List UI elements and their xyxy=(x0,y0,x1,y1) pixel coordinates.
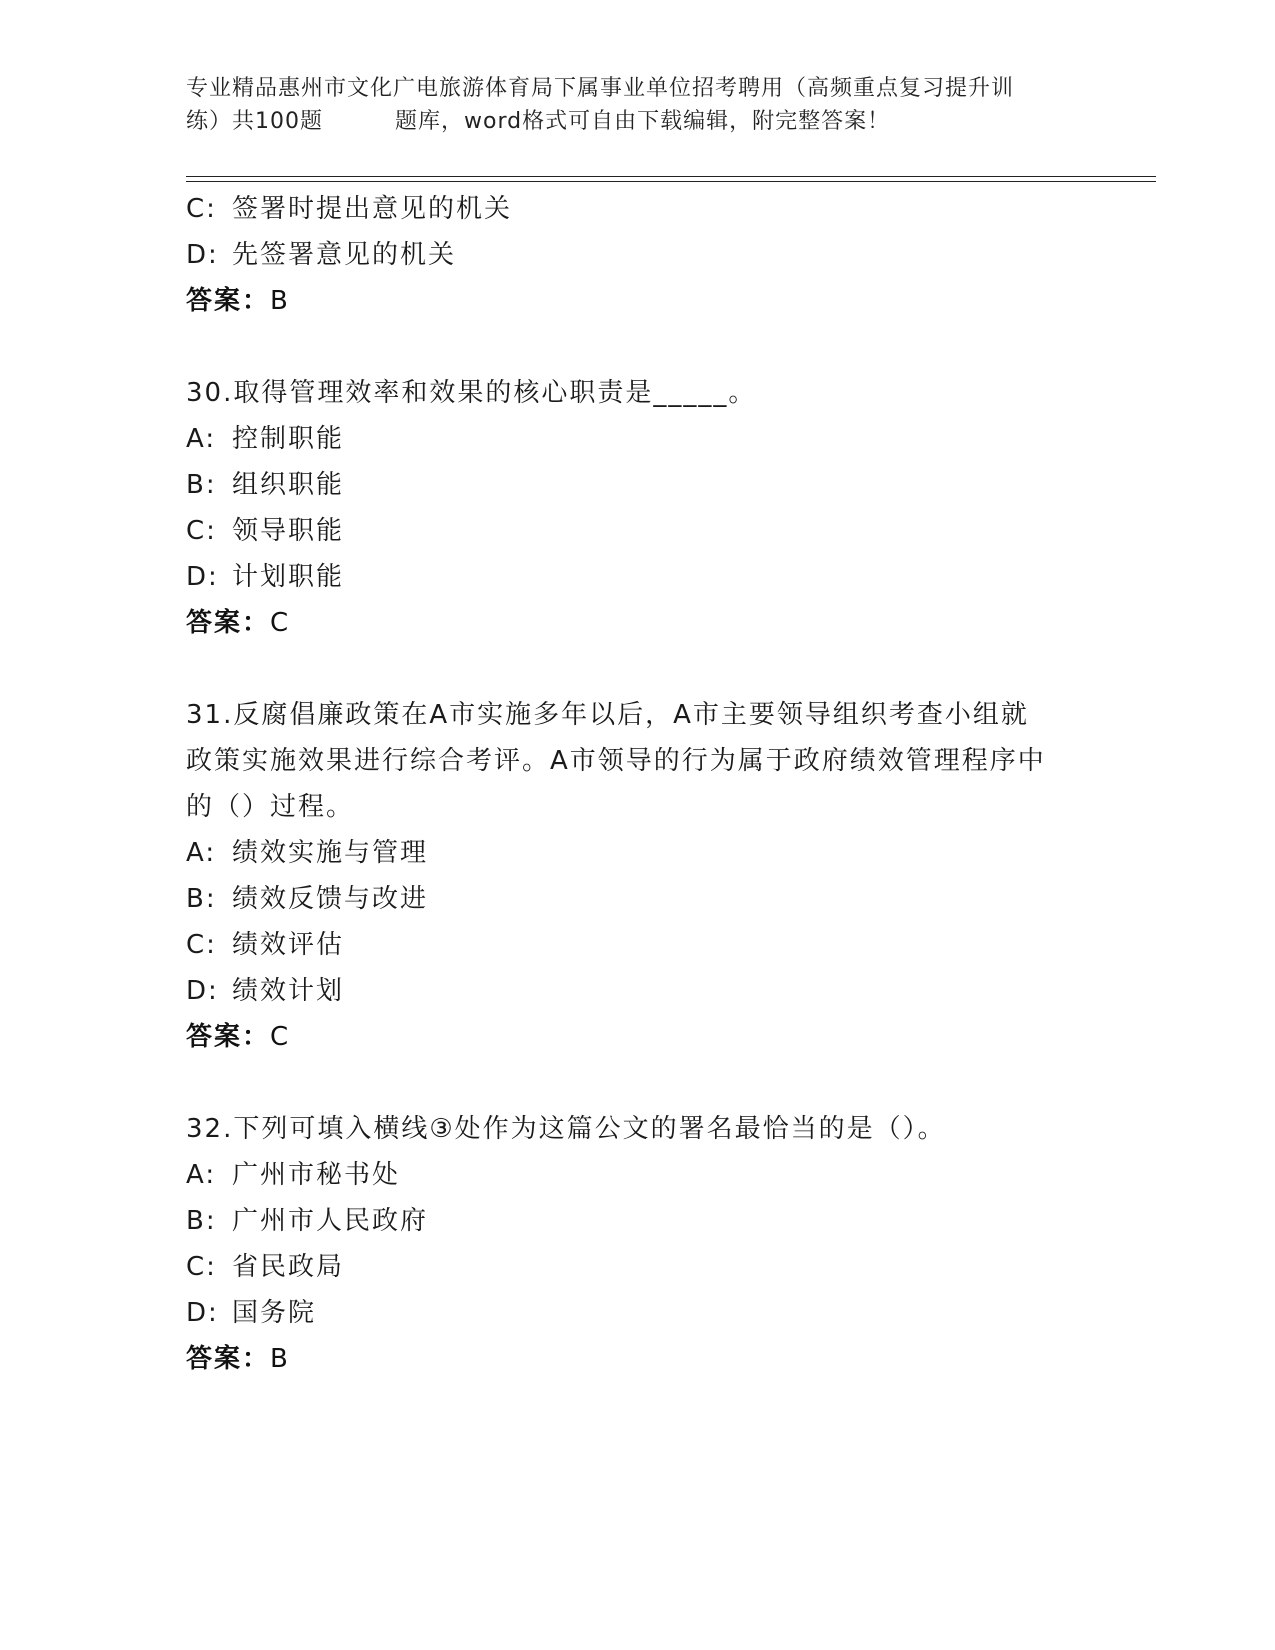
option xyxy=(186,554,1086,600)
option xyxy=(186,1152,1086,1198)
answer-label: 答案： xyxy=(186,608,271,638)
answer-line xyxy=(186,1014,1086,1060)
option xyxy=(186,1244,1086,1290)
header-line-2-part-b: 题库，word格式可自由下载编辑，附完整答案！ xyxy=(395,109,891,134)
option-text: 广州市人民政府 xyxy=(232,1206,429,1236)
option xyxy=(186,1290,1086,1336)
answer-label: 答案： xyxy=(186,286,271,316)
option-key: D: xyxy=(186,240,219,270)
option-text: 签署时提出意见的机关 xyxy=(232,194,513,224)
header-rule-top xyxy=(186,176,1156,177)
option-key: A: xyxy=(186,424,217,454)
answer-label: 答案： xyxy=(186,1344,271,1374)
header-line-1: 专业精品惠州市文化广电旅游体育局下属事业单位招考聘用（高频重点复习提升训 xyxy=(186,76,1015,101)
option xyxy=(186,186,1086,232)
option-text: 控制职能 xyxy=(232,424,345,454)
answer-line xyxy=(186,600,1086,646)
answer-value: B xyxy=(270,1344,290,1374)
option-key: B: xyxy=(186,1206,217,1236)
option-key: D: xyxy=(186,976,219,1006)
option-text: 绩效评估 xyxy=(232,930,345,960)
option-key: B: xyxy=(186,884,217,914)
header-rule-bottom xyxy=(186,181,1156,182)
option xyxy=(186,232,1086,278)
answer-value: B xyxy=(270,286,290,316)
header-line-2 xyxy=(186,105,1086,138)
option-key: A: xyxy=(186,1160,217,1190)
page-header xyxy=(186,72,1086,138)
option-key: D: xyxy=(186,562,219,592)
answer-value: C xyxy=(270,1022,291,1052)
question-stem xyxy=(186,692,1086,830)
option xyxy=(186,416,1086,462)
option-key: A: xyxy=(186,838,217,868)
answer-line xyxy=(186,1336,1086,1382)
option-key: C: xyxy=(186,1252,217,1282)
answer-line xyxy=(186,278,1086,324)
option xyxy=(186,1198,1086,1244)
question-32 xyxy=(186,1106,1086,1382)
option-key: B: xyxy=(186,470,217,500)
option-text: 广州市秘书处 xyxy=(232,1160,401,1190)
option xyxy=(186,922,1086,968)
option-text: 省民政局 xyxy=(232,1252,345,1282)
question-30 xyxy=(186,370,1086,646)
question-content xyxy=(186,186,1086,1382)
option xyxy=(186,876,1086,922)
question-stem-line: 31.反腐倡廉政策在A市实施多年以后，A市主要领导组织考查小组就 xyxy=(186,700,1029,730)
option xyxy=(186,508,1086,554)
option xyxy=(186,462,1086,508)
option-text: 组织职能 xyxy=(232,470,345,500)
option-text: 绩效计划 xyxy=(232,976,345,1006)
question-stem: 30.取得管理效率和效果的核心职责是_____。 xyxy=(186,378,757,408)
option-key: C: xyxy=(186,930,217,960)
question-stem: 32.下列可填入横线③处作为这篇公文的署名最恰当的是（）。 xyxy=(186,1114,946,1144)
option-key: D: xyxy=(186,1298,219,1328)
option-text: 先签署意见的机关 xyxy=(232,240,457,270)
option-key: C: xyxy=(186,516,217,546)
answer-label: 答案： xyxy=(186,1022,271,1052)
option-text: 绩效反馈与改进 xyxy=(232,884,429,914)
option-text: 计划职能 xyxy=(232,562,345,592)
option xyxy=(186,830,1086,876)
answer-value: C xyxy=(270,608,291,638)
option-text: 绩效实施与管理 xyxy=(232,838,429,868)
option-text: 领导职能 xyxy=(232,516,345,546)
question-31 xyxy=(186,692,1086,1060)
header-line-2-part-a: 练）共100题 xyxy=(186,109,323,134)
question-stem-line: 政策实施效果进行综合考评。A市领导的行为属于政府绩效管理程序中 xyxy=(186,746,1046,776)
option-key: C: xyxy=(186,194,217,224)
question-stem-line: 的（）过程。 xyxy=(186,792,355,822)
option-text: 国务院 xyxy=(232,1298,317,1328)
option xyxy=(186,968,1086,1014)
prev-question xyxy=(186,186,1086,324)
